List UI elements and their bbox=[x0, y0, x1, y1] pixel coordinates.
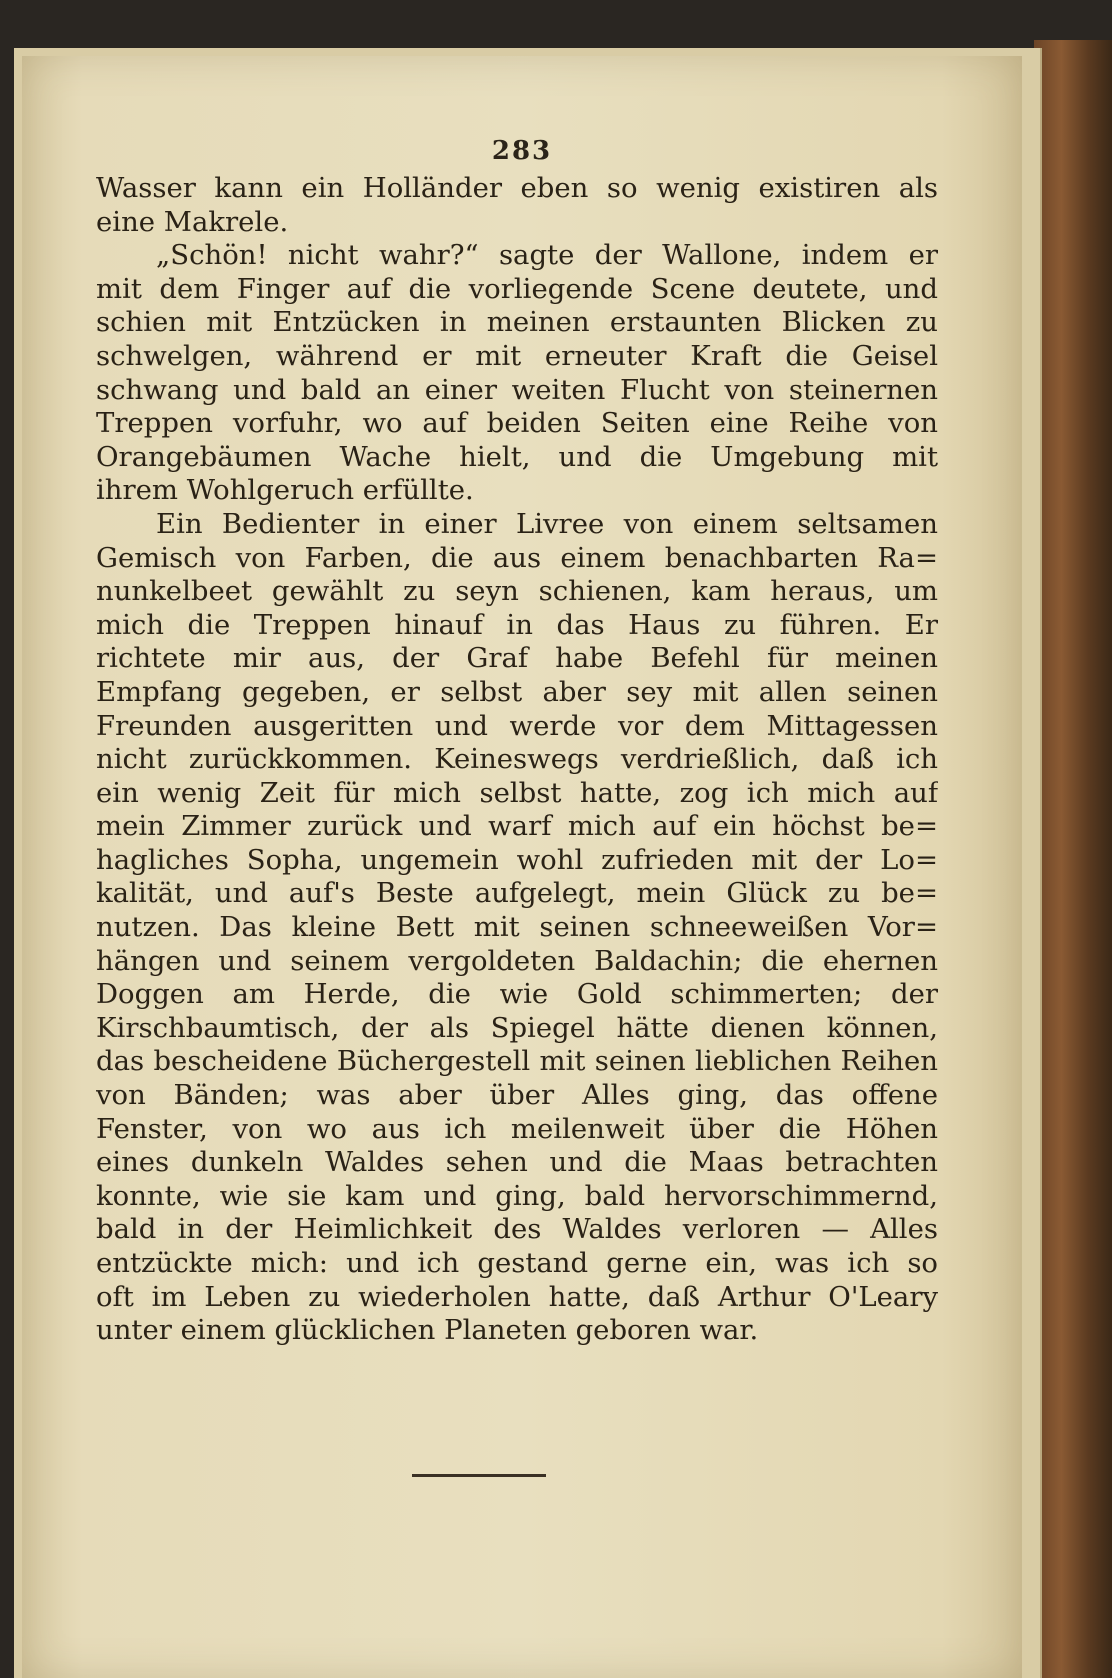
text-line: hängen und seinem vergoldeten Baldachin; die ehernen bbox=[96, 944, 938, 977]
text-line: eines dunkeln Waldes sehen und die Maas betrachten bbox=[96, 1146, 938, 1179]
book-cover-edge bbox=[1034, 40, 1112, 1678]
text-line: Fenster, von wo aus ich meilenweit über die Höhen bbox=[96, 1112, 938, 1145]
text-line: entzückte mich: und ich gestand gerne ein, was ich so bbox=[96, 1247, 938, 1279]
chapter-end-rule bbox=[412, 1474, 546, 1477]
text-line: Ein Bedienter in einer Livree von einem seltsamen bbox=[156, 507, 938, 540]
page-number: 283 bbox=[491, 136, 553, 166]
text-line: bald in der Heimlichkeit des Waldes verloren — Alles bbox=[96, 1213, 938, 1246]
text-line: das bescheidene Büchergestell mit seinen lieblichen Reihen bbox=[96, 1045, 938, 1078]
text-line: Treppen vorfuhr, wo auf beiden Seiten eine Reihe von bbox=[96, 407, 938, 440]
text-line: Gemisch von Farben, die aus einem benachbarten Ra= bbox=[96, 541, 938, 574]
text-line: kalität, und auf's Beste aufgelegt, mein Glück zu be= bbox=[96, 877, 938, 910]
text-line: nutzen. Das kleine Bett mit seinen schneeweißen Vor= bbox=[96, 911, 938, 944]
text-line: von Bänden; was aber über Alles ging, das offene bbox=[96, 1079, 938, 1112]
text-line: Wasser kann ein Holländer eben so wenig existiren als bbox=[96, 172, 938, 204]
book-page bbox=[22, 56, 1022, 1678]
text-line: unter einem glücklichen Planeten geboren war. bbox=[96, 1314, 759, 1347]
text-line: mich die Treppen hinauf in das Haus zu führen. Er bbox=[96, 608, 938, 641]
text-line: nunkelbeet gewählt zu seyn schienen, kam heraus, um bbox=[96, 575, 938, 608]
text-line: schwelgen, während er mit erneuter Kraft die Geisel bbox=[96, 339, 938, 372]
text-line: Orangebäumen Wache hielt, und die Umgebung mit bbox=[96, 440, 938, 473]
text-line: Empfang gegeben, er selbst aber sey mit allen seinen bbox=[96, 675, 938, 708]
text-line: mit dem Finger auf die vorliegende Scene deutete, und bbox=[96, 272, 938, 305]
text-line: oft im Leben zu wiederholen hatte, daß Arthur O'Leary bbox=[96, 1280, 938, 1313]
text-line: Freunden ausgeritten und werde vor dem Mittagessen bbox=[96, 709, 938, 742]
text-line: eine Makrele. bbox=[96, 205, 289, 238]
text-line: Doggen am Herde, die wie Gold schimmerten; der bbox=[96, 978, 938, 1011]
text-line: ihrem Wohlgeruch erfüllte. bbox=[96, 474, 474, 507]
text-line: mein Zimmer zurück und warf mich auf ein höchst be= bbox=[96, 810, 938, 843]
text-line: richtete mir aus, der Graf habe Befehl für meinen bbox=[96, 642, 938, 675]
text-line: nicht zurückkommen. Keineswegs verdrießlich, daß ich bbox=[96, 743, 938, 776]
text-line: konnte, wie sie kam und ging, bald hervorschimmernd, bbox=[96, 1179, 938, 1212]
page-body-text bbox=[96, 172, 938, 1348]
text-line: schien mit Entzücken in meinen erstaunten Blicken zu bbox=[96, 306, 938, 339]
text-line: ein wenig Zeit für mich selbst hatte, zog ich mich auf bbox=[96, 776, 938, 809]
text-line: „Schön! nicht wahr?“ sagte der Wallone, indem er bbox=[156, 239, 938, 272]
text-line: Kirschbaumtisch, der als Spiegel hätte dienen können, bbox=[96, 1011, 938, 1044]
text-line: hagliches Sopha, ungemein wohl zufrieden mit der Lo= bbox=[96, 843, 938, 876]
text-line: schwang und bald an einer weiten Flucht von steinernen bbox=[96, 373, 938, 406]
